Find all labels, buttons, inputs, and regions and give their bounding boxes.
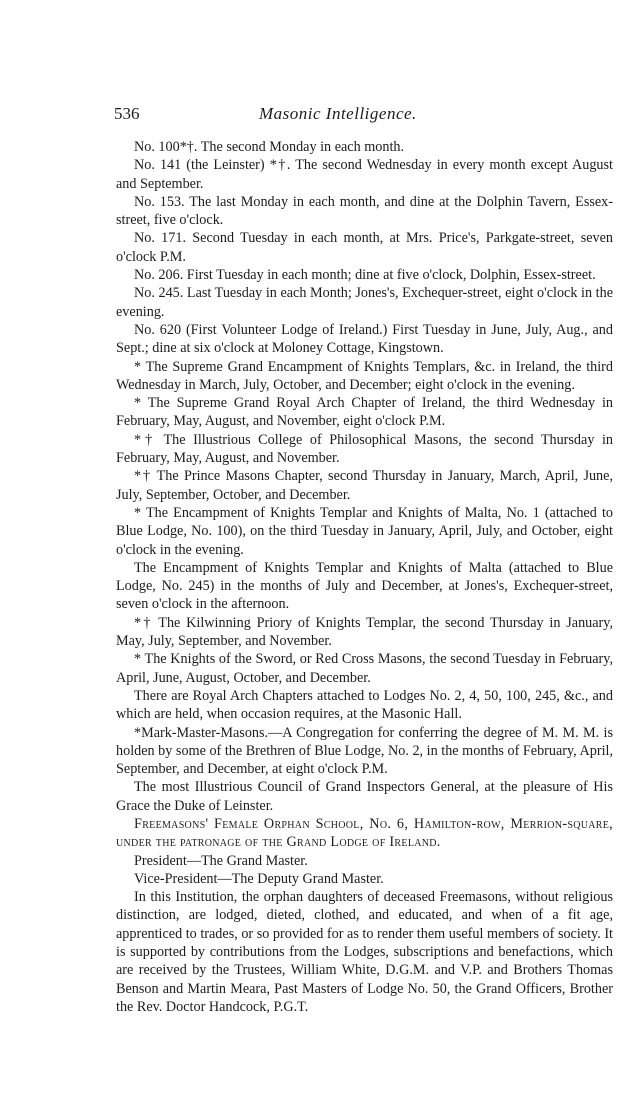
encampment-no1-entry: * The Encampment of Knights Templar and Knights of Malta, No. 1 (attached to Blue Lodge, No. 100), on the third Tuesday in January, April, July, and October, eight o'clock in the evening. (116, 504, 613, 558)
vice-president-entry: Vice-President—The Deputy Grand Master. (134, 870, 384, 887)
lodge-206-entry: No. 206. First Tuesday in each month; dine at five o'clock, Dolphin, Essex-street. (134, 267, 596, 284)
body-text (116, 138, 613, 1016)
kilwinning-priory-entry: *† The Kilwinning Priory of Knights Templar, the second Thursday in January, May, July, September, and November. (116, 614, 613, 650)
running-head: Masonic Intelligence. (259, 104, 417, 123)
royal-arch-chapter-entry: * The Supreme Grand Royal Arch Chapter of Ireland, the third Wednesday in February, May, August, and November, eight o'clock P.M. (116, 395, 613, 430)
page-header (114, 104, 614, 128)
lodge-171-entry: No. 171. Second Tuesday in each month, at Mrs. Price's, Parkgate-street, seven o'clock P.M. (116, 230, 613, 265)
lodge-141-entry: No. 141 (the Leinster) *†. The second Wednesday in every month except August and September. (116, 157, 613, 192)
knights-sword-entry: * The Knights of the Sword, or Red Cross Masons, the second Tuesday in February, April, June, August, October, and December. (116, 651, 613, 686)
philosophical-masons-entry: *† The Illustrious College of Philosophical Masons, the second Thursday in February, May, August, and November. (116, 431, 613, 467)
institution-description: In this Institution, the orphan daughters of deceased Freemasons, without religious distinction, are lodged, dieted, clothed, and educated, and when of a fit age, apprenticed to trades, or so provided for as to render them useful members of society. It is supported by contributions from the Lodges, subscriptions and benefactions, which are received by the Trustees, William White, D.G.M. and V.P. and Brothers Thomas Benson and Martin Meara, Past Masters of Lodge No. 50, the Grand Officers, Brother the Rev. Doctor Handcock, P.G.T. (116, 889, 613, 1015)
president-entry: President—The Grand Master. (134, 852, 308, 869)
grand-inspectors-entry: The most Illustrious Council of Grand Inspectors General, at the pleasure of His Grace the Duke of Leinster. (116, 779, 613, 814)
lodge-620-entry: No. 620 (First Volunteer Lodge of Ireland.) First Tuesday in June, July, Aug., and Sept.; dine at six o'clock at Moloney Cottage, Kingstown. (116, 321, 613, 357)
royal-arch-chapters-entry: There are Royal Arch Chapters attached to Lodges No. 2, 4, 50, 100, 245, &c., and which are held, when occasion requires, at the Masonic Hall. (116, 687, 613, 723)
lodge-153-entry: No. 153. The last Monday in each month, and dine at the Dolphin Tavern, Essex-street, five o'clock. (116, 193, 613, 229)
orphan-school-entry: Freemasons' Female Orphan School, No. 6, Hamilton-row, Merrion-square, under the patronage of the Grand Lodge of Ireland. (116, 815, 613, 851)
page-number: 536 (114, 104, 140, 123)
lodge-245-entry: No. 245. Last Tuesday in each Month; Jones's, Exchequer-street, eight o'clock in the evening. (116, 285, 613, 320)
grand-encampment-entry: * The Supreme Grand Encampment of Knights Templars, &c. in Ireland, the third Wednesday in March, July, October, and December; eight o'clock in the evening. (116, 358, 613, 393)
encampment-245-entry: The Encampment of Knights Templar and Knights of Malta (attached to Blue Lodge, No. 245) in the months of July and December, at Jones's, Exchequer-street, seven o'clock in the afternoon. (116, 559, 613, 613)
mark-master-masons-entry: *Mark-Master-Masons.—A Congregation for conferring the degree of M. M. M. is holden by some of the Brethren of Blue Lodge, No. 2, in the months of February, April, September, and December, at eight o'clock P.M. (116, 724, 613, 778)
prince-masons-entry: *† The Prince Masons Chapter, second Thursday in January, March, April, June, July, September, October, and December. (116, 468, 613, 503)
lodge-100-entry: No. 100*†. The second Monday in each month. (134, 139, 405, 155)
